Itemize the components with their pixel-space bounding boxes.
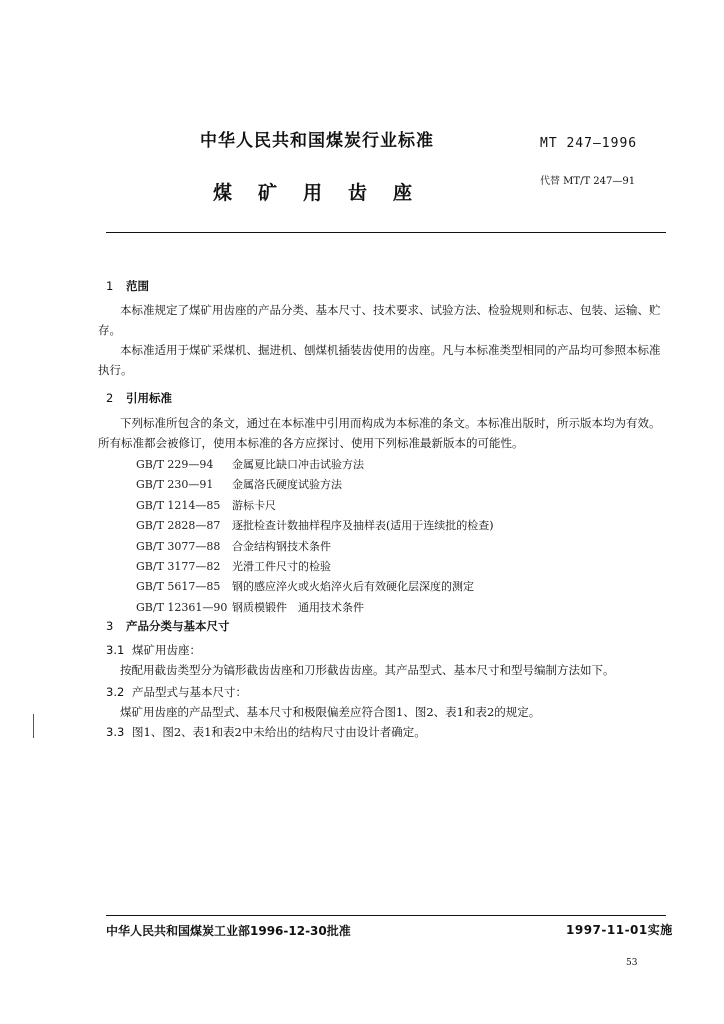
section-1-text-1: 本标准规定了煤矿用齿座的产品分类、基本尺寸、技术要求、试验方法、检验规则和标志、包装、运输、贮存。 xyxy=(98,303,661,337)
reference-code: GB/T 1214—85 xyxy=(136,498,221,512)
reference-code: GB/T 12361—90 xyxy=(136,600,228,614)
reference-item xyxy=(136,455,494,475)
reference-title: 钢的感应淬火或火焰淬火后有效硬化层深度的测定 xyxy=(232,580,474,594)
replaces-note: 代替 MT/T 247—91 xyxy=(540,176,636,187)
approval-line: 中华人民共和国煤炭工业部1996-12-30批准 xyxy=(106,924,351,938)
section-2-number: 2 xyxy=(106,391,114,405)
reference-item xyxy=(136,516,494,536)
reference-title: 逐批检查计数抽样程序及抽样表(适用于连续批的检查) xyxy=(232,519,494,533)
section-3-number: 3 xyxy=(106,619,114,633)
reference-title: 金属洛氏硬度试验方法 xyxy=(232,478,342,492)
reference-item xyxy=(136,557,494,577)
section-3-heading xyxy=(106,618,230,634)
reference-item xyxy=(136,598,494,618)
reference-code: GB/T 230—91 xyxy=(136,478,214,492)
section-1-number: 1 xyxy=(106,279,114,293)
subsection-3-2-title: 产品型式与基本尺寸： xyxy=(132,685,247,699)
subsection-3-1-text: 按配用截齿类型分为镐形截齿齿座和刀形截齿齿座。其产品型式、基本尺寸和型号编制方法如下。 xyxy=(120,663,615,677)
page-number: 53 xyxy=(626,958,638,968)
subsection-3-1-number: 3.1 xyxy=(106,643,125,657)
standard-title: 中华人民共和国煤炭行业标准 xyxy=(200,131,434,151)
section-2-paragraph-1 xyxy=(98,413,663,453)
footer-rule xyxy=(106,915,666,916)
scan-margin-mark xyxy=(33,714,34,738)
reference-title: 金属夏比缺口冲击试验方法 xyxy=(232,458,364,471)
standard-code: MT 247—1996 xyxy=(540,136,638,151)
section-1-title: 范围 xyxy=(126,279,149,293)
subsection-3-1-title: 煤矿用齿座： xyxy=(132,643,201,657)
section-1-paragraph-1 xyxy=(98,300,663,340)
subsection-3-3-number: 3.3 xyxy=(106,725,125,739)
reference-code: GB/T 229—94 xyxy=(136,458,214,471)
reference-code: GB/T 3077—88 xyxy=(136,539,221,553)
reference-title: 游标卡尺 xyxy=(232,498,276,512)
section-2-text-1: 下列标准所包含的条文，通过在本标准中引用而构成为本标准的条文。本标准出版时，所示版本均为有效。所有标准都会被修订，使用本标准的各方应探讨、使用下列标准最新版本的可能性。 xyxy=(98,416,661,450)
reference-item xyxy=(136,537,494,557)
reference-list xyxy=(136,455,494,618)
header-rule xyxy=(106,232,666,233)
reference-title: 合金结构钢技术条件 xyxy=(232,539,331,553)
section-1-paragraph-2 xyxy=(98,340,663,380)
document-title: 煤矿用齿座 xyxy=(213,182,439,204)
subsection-3-1-heading xyxy=(106,642,201,658)
implementation-date: 1997-11-01实施 xyxy=(566,923,673,937)
reference-code: GB/T 5617—85 xyxy=(136,580,221,594)
reference-title: 钢质模锻件 通用技术条件 xyxy=(232,600,364,614)
section-3-title: 产品分类与基本尺寸 xyxy=(126,619,230,633)
subsection-3-2-text: 煤矿用齿座的产品型式、基本尺寸和极限偏差应符合图1、图2、表1和表2的规定。 xyxy=(120,705,541,719)
subsection-3-2-number: 3.2 xyxy=(106,685,125,699)
section-2-heading xyxy=(106,390,172,406)
subsection-3-3-heading xyxy=(106,724,426,740)
subsection-3-2-heading xyxy=(106,684,247,700)
reference-code: GB/T 3177—82 xyxy=(136,559,221,573)
reference-item xyxy=(136,475,494,495)
reference-code: GB/T 2828—87 xyxy=(136,519,221,533)
subsection-3-3-text: 图1、图2、表1和表2中未给出的结构尺寸由设计者确定。 xyxy=(132,725,426,739)
reference-item xyxy=(136,496,494,516)
section-2-title: 引用标准 xyxy=(126,391,172,405)
reference-item xyxy=(136,577,494,597)
reference-title: 光滑工件尺寸的检验 xyxy=(232,559,331,573)
section-1-heading xyxy=(106,278,149,294)
section-1-text-2: 本标准适用于煤矿采煤机、掘进机、刨煤机插装齿使用的齿座。凡与本标准类型相同的产品均可参照本标准执行。 xyxy=(98,343,661,377)
